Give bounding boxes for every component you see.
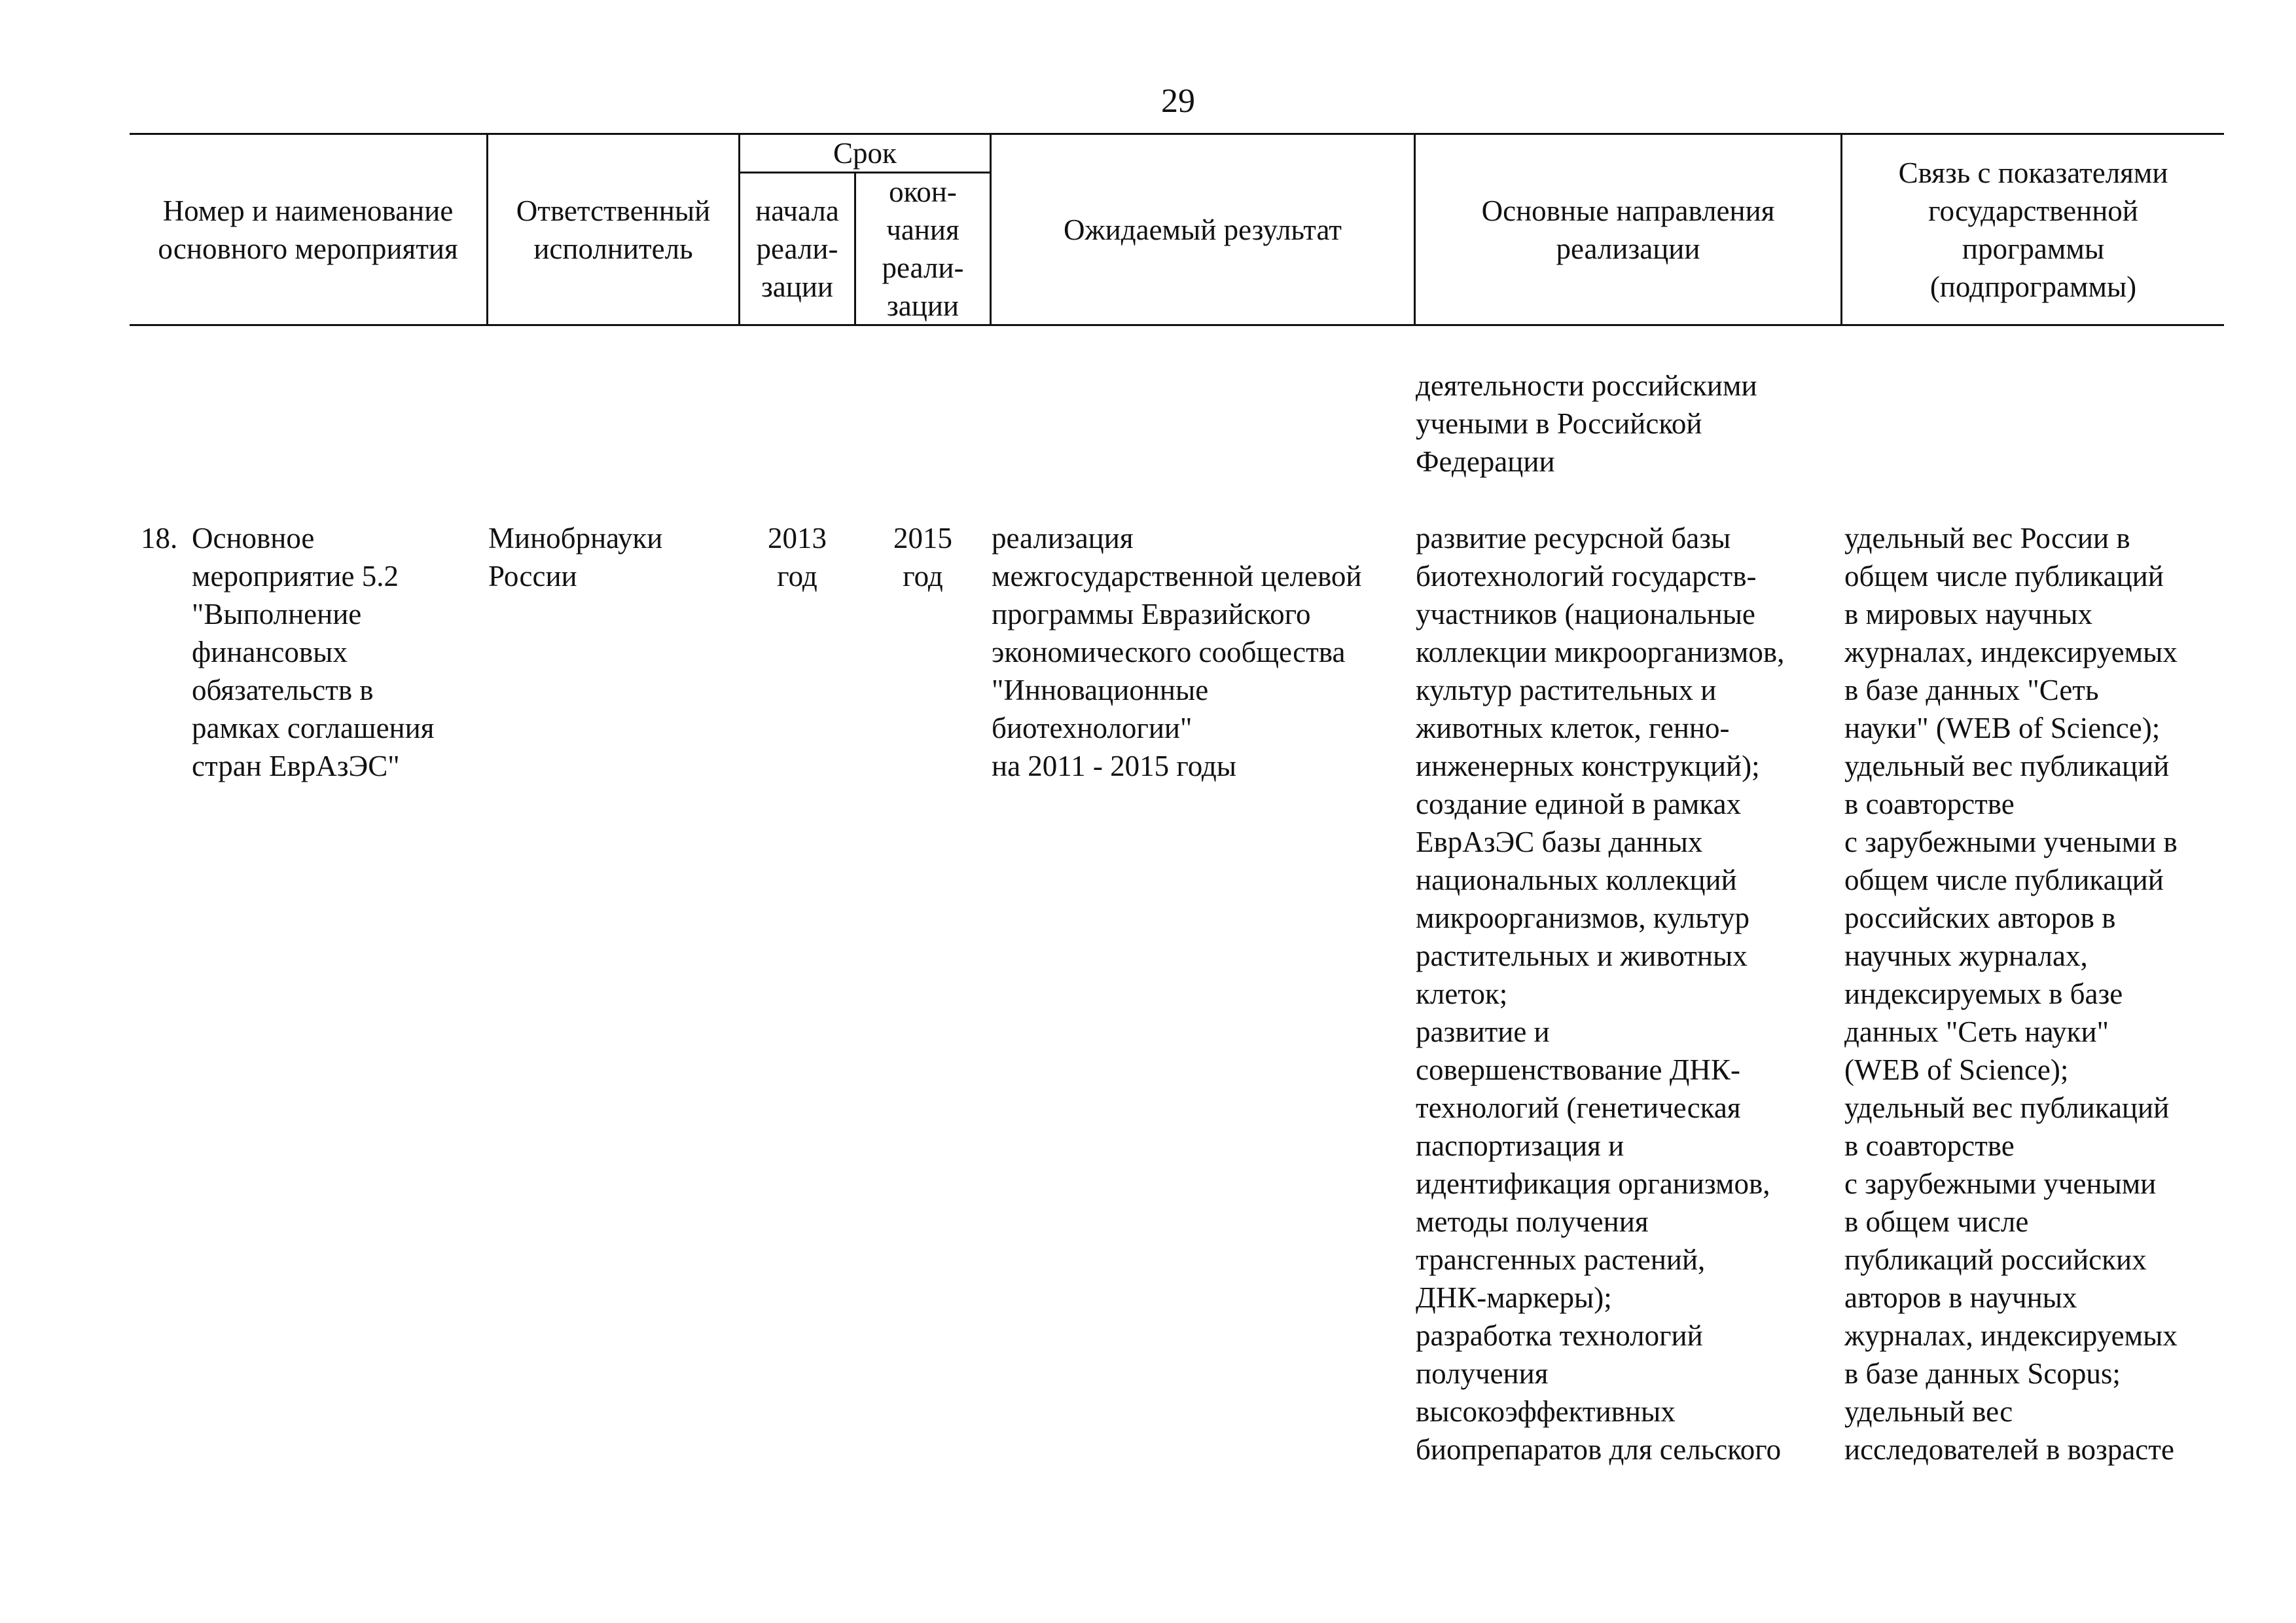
row-number: 18. <box>141 522 178 555</box>
header-srok-start: начала реали- зации <box>755 194 839 303</box>
table-header-bottom-border <box>130 324 2224 326</box>
header-executor: Ответственный исполнитель <box>516 194 711 265</box>
continuation-directions: деятельности российскими учеными в Российской Федерации <box>1416 369 1757 478</box>
row-main-directions: развитие ресурсной базы биотехнологий государств- участников (национальные коллекции микроорганизмов, культур растительных и животных клеток, генно- инженерных конструкций); создание единой в рамках ЕврАзЭС базы данных национальных коллекций микроорганизмов, культур растительных и животных клеток; развитие и совершенствование ДНК- технологий (генетическая паспортизация и идентификация организмов, методы получения трансгенных растений, ДНК-маркеры); разработка технологий получения высокоэффективных биопрепаратов для сельского <box>1416 522 1785 1466</box>
header-main-directions: Основные направления реализации <box>1481 194 1775 265</box>
row-indicators: удельный вес России в общем числе публикаций в мировых научных журналах, индексируемых в базе данных "Сеть науки" (WEB of Science); удельный вес публикаций в соавторстве с зарубежными учеными в общем числе публикаций российских авторов в научных журналах, индексируемых в базе данных "Сеть науки" (WEB of Science); удельный вес публикаций в соавторстве с зарубежными учеными в общем числе публикаций российских авторов в научных журналах, индексируемых в базе данных Scopus; удельный вес исследователей в возрасте <box>1844 522 2178 1466</box>
header-srok-end: окон- чания реали- зации <box>882 175 964 322</box>
row-event-name: Основное мероприятие 5.2 "Выполнение финансовых обязательств в рамках соглашения стран ЕврАзЭС" <box>192 522 435 782</box>
row-expected-result: реализация межгосударственной целевой программы Евразийского экономического сообщества "Инновационные биотехнологии" на 2011 - 2015 годы <box>992 522 1362 782</box>
row-start-year: 2013 год <box>768 522 827 593</box>
row-end-year: 2015 год <box>893 522 952 593</box>
header-number-name: Номер и наименование основного мероприятия <box>158 194 458 265</box>
header-indicators-link: Связь с показателями государственной программы (подпрограммы) <box>1898 156 2168 303</box>
row-executor: Минобрнауки России <box>488 522 663 593</box>
page-number: 29 <box>1161 82 1195 120</box>
header-srok: Срок <box>833 137 897 170</box>
header-expected-result: Ожидаемый результат <box>1064 213 1342 246</box>
